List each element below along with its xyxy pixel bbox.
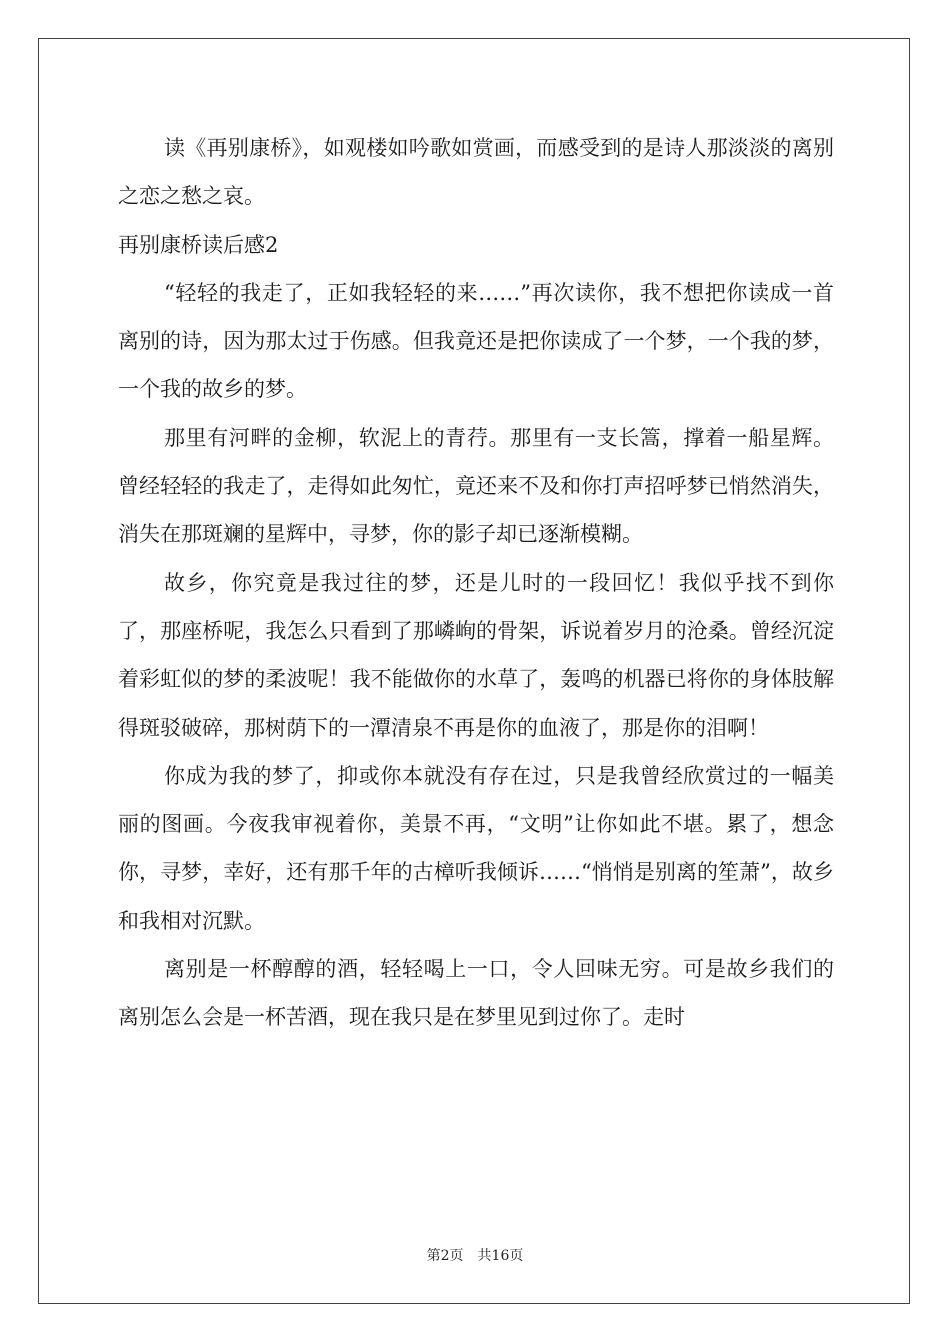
page-footer bbox=[0, 1245, 950, 1265]
paragraph: 你成为我的梦了，抑或你本就没有存在过，只是我曾经欣赏过的一幅美丽的图画。今夜我审视着你，美景不再，“文明”让你如此不堪。累了，想念你，寻梦，幸好，还有那千年的古樟听我倾诉……“悄悄是别离的笙萧”，故乡和我相对沉默。 bbox=[118, 763, 834, 933]
section-heading: 再别康桥读后感2 bbox=[118, 232, 279, 257]
page-total: 共16页 bbox=[477, 1248, 524, 1264]
paragraph: 离别是一杯醇醇的酒，轻轻喝上一口，令人回味无穷。可是故乡我们的离别怎么会是一杯苦酒，现在我只是在梦里见到过你了。走时 bbox=[118, 957, 834, 1030]
document-body bbox=[118, 124, 834, 1042]
paragraph: 那里有河畔的金柳，软泥上的青荇。那里有一支长篙，撑着一船星辉。曾经轻轻的我走了，走得如此匆忙，竟还来不及和你打声招呼梦已悄然消失，消失在那斑斓的星辉中，寻梦，你的影子却已逐渐模糊。 bbox=[118, 425, 834, 547]
paragraph: 读《再别康桥》，如观楼如吟歌如赏画，而感受到的是诗人那淡淡的离别之恋之愁之哀。 bbox=[118, 136, 834, 209]
paragraph: 故乡，你究竟是我过往的梦，还是儿时的一段回忆！我似乎找不到你了，那座桥呢，我怎么只看到了那嶙峋的骨架，诉说着岁月的沧桑。曾经沉淀着彩虹似的梦的柔波呢！我不能做你的水草了，轰鸣的机器已将你的身体肢解得斑驳破碎，那树荫下的一潭清泉不再是你的血液了，那是你的泪啊！ bbox=[118, 570, 834, 740]
page-number: 第2页 bbox=[426, 1248, 464, 1264]
paragraph: “轻轻的我走了，正如我轻轻的来……”再次读你，我不想把你读成一首离别的诗，因为那太过于伤感。但我竟还是把你读成了一个梦，一个我的梦，一个我的故乡的梦。 bbox=[118, 280, 834, 402]
